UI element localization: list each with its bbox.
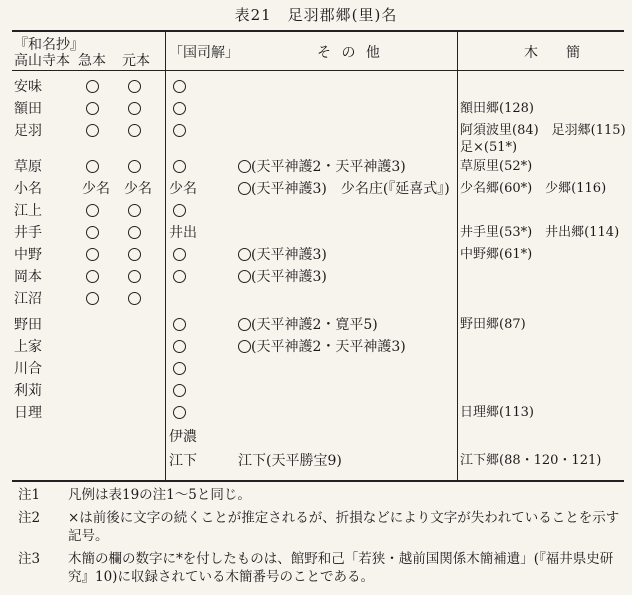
gen-honmoto-cell bbox=[124, 200, 141, 222]
kokushi-ge-cell bbox=[169, 358, 186, 380]
mokkan-cell-text: 阿須波里(84) 足羽郷(115) bbox=[460, 123, 626, 138]
kyu-honmoto-cell bbox=[82, 200, 99, 222]
circle-mark-icon bbox=[173, 384, 186, 397]
circle-mark-icon bbox=[86, 204, 99, 217]
mokkan-cell-text: 野田郷(87) bbox=[460, 317, 526, 332]
circle-mark-icon bbox=[238, 160, 251, 173]
circle-mark-icon bbox=[173, 248, 186, 261]
circle-mark-icon bbox=[86, 160, 99, 173]
table-row bbox=[12, 222, 624, 244]
kokushi-ge-cell bbox=[169, 266, 186, 288]
row-name bbox=[14, 98, 42, 120]
row-name-text: 江沼 bbox=[14, 291, 42, 307]
note-label: 注3 bbox=[18, 551, 41, 567]
table-row bbox=[12, 178, 624, 200]
circle-mark-icon bbox=[173, 362, 186, 375]
kokushi-ge-cell bbox=[169, 402, 186, 424]
note-text: 凡例は表19の注1〜5と同じ。 bbox=[68, 487, 251, 503]
row-name-text: 利苅 bbox=[14, 383, 42, 399]
row-name bbox=[14, 336, 42, 358]
gen-honmoto-cell bbox=[124, 120, 141, 142]
mokkan-cell bbox=[460, 98, 534, 120]
table-row bbox=[12, 288, 624, 310]
mokkan-cell-text: 江下郷(88・120・121) bbox=[460, 453, 602, 468]
row-name bbox=[14, 314, 42, 336]
circle-mark-icon bbox=[173, 102, 186, 115]
gen-honmoto-cell bbox=[124, 98, 141, 120]
row-name-text: 足羽 bbox=[14, 123, 42, 139]
row-name bbox=[14, 156, 42, 178]
sonota-cell-text: (天平神護2・天平神護3) bbox=[251, 339, 406, 355]
gen-honmoto-cell bbox=[124, 156, 141, 178]
table-row bbox=[12, 426, 624, 448]
header-gen: 元本 bbox=[122, 53, 150, 69]
kyu-honmoto-cell bbox=[82, 120, 99, 142]
gen-honmoto-cell bbox=[124, 288, 141, 310]
kokushi-ge-cell bbox=[169, 156, 186, 178]
row-name-text: 川合 bbox=[14, 361, 42, 377]
table-row bbox=[12, 244, 624, 266]
note-label: 注1 bbox=[18, 487, 41, 503]
row-name-text: 中野 bbox=[14, 247, 42, 263]
table-title: 表21 足羽郡郷(里)名 bbox=[234, 6, 398, 24]
kyu-honmoto-cell-text: 少名 bbox=[82, 181, 110, 197]
mokkan-cell-text: 額田郷(128) bbox=[460, 101, 534, 116]
gen-honmoto-cell bbox=[124, 266, 141, 288]
circle-mark-icon bbox=[128, 124, 141, 137]
kyu-honmoto-cell bbox=[82, 244, 99, 266]
table-row bbox=[12, 98, 624, 120]
kokushi-ge-cell bbox=[169, 120, 186, 142]
mokkan-cell-text: 少名郷(60*) 少郷(116) bbox=[460, 181, 607, 196]
circle-mark-icon bbox=[128, 292, 141, 305]
row-name bbox=[14, 358, 42, 380]
kokushi-ge-cell bbox=[169, 200, 186, 222]
notes bbox=[18, 486, 624, 591]
header-wamyo: 『和名抄』 bbox=[14, 37, 84, 53]
circle-mark-icon bbox=[128, 248, 141, 261]
sonota-cell-text: (天平神護3) bbox=[251, 269, 327, 285]
row-name bbox=[14, 266, 42, 288]
row-name bbox=[14, 380, 42, 402]
header-kokushi: 「国司解」 bbox=[169, 45, 239, 61]
mokkan-cell-text: 井手里(53*) 井出郷(114) bbox=[460, 225, 620, 240]
row-name-text: 野田 bbox=[14, 317, 42, 333]
mokkan-cell bbox=[460, 244, 532, 266]
circle-mark-icon bbox=[86, 248, 99, 261]
circle-mark-icon bbox=[86, 270, 99, 283]
header-divider bbox=[12, 70, 624, 71]
circle-mark-icon bbox=[238, 270, 251, 283]
mokkan-cell-text: 日理郷(113) bbox=[460, 405, 534, 420]
row-name bbox=[14, 222, 42, 244]
sonota-cell bbox=[238, 336, 406, 358]
circle-mark-icon bbox=[86, 292, 99, 305]
sonota-cell-text: (天平神護3) bbox=[251, 247, 327, 263]
row-name bbox=[14, 402, 42, 424]
kokushi-ge-cell bbox=[169, 450, 197, 472]
kokushi-ge-cell bbox=[169, 178, 197, 200]
kyu-honmoto-cell bbox=[82, 266, 99, 288]
row-name bbox=[14, 76, 42, 98]
kokushi-ge-cell bbox=[169, 244, 186, 266]
row-name-text: 小名 bbox=[14, 181, 42, 197]
kyu-honmoto-cell bbox=[82, 76, 99, 98]
row-name-text: 岡本 bbox=[14, 269, 42, 285]
header-kyu: 急本 bbox=[78, 53, 106, 69]
circle-mark-icon bbox=[238, 248, 251, 261]
gen-honmoto-cell bbox=[124, 222, 141, 244]
circle-mark-icon bbox=[173, 204, 186, 217]
table-row bbox=[12, 314, 624, 336]
mokkan-cell bbox=[460, 120, 626, 142]
row-name-text: 井手 bbox=[14, 225, 42, 241]
note bbox=[18, 550, 624, 586]
circle-mark-icon bbox=[86, 226, 99, 239]
kyu-honmoto-cell bbox=[82, 222, 99, 244]
kyu-honmoto-cell bbox=[82, 288, 99, 310]
row-name bbox=[14, 178, 42, 200]
row-name-text: 安味 bbox=[14, 79, 42, 95]
circle-mark-icon bbox=[173, 80, 186, 93]
circle-mark-icon bbox=[86, 124, 99, 137]
row-name bbox=[14, 200, 42, 222]
circle-mark-icon bbox=[128, 204, 141, 217]
table-row bbox=[12, 266, 624, 288]
circle-mark-icon bbox=[173, 340, 186, 353]
mokkan-cell bbox=[460, 156, 532, 178]
circle-mark-icon bbox=[86, 80, 99, 93]
gen-honmoto-cell bbox=[124, 178, 152, 200]
circle-mark-icon bbox=[173, 406, 186, 419]
kokushi-ge-cell bbox=[169, 314, 186, 336]
mokkan-cell bbox=[460, 450, 601, 472]
note-text: ×は前後に文字の続くことが推定されるが、折損などにより文字が失われていることを示す記号。 bbox=[68, 510, 620, 544]
sonota-cell-text: (天平神護2・寛平5) bbox=[251, 317, 378, 333]
kyu-honmoto-cell bbox=[82, 98, 99, 120]
circle-mark-icon bbox=[238, 340, 251, 353]
kokushi-ge-cell bbox=[169, 380, 186, 402]
mokkan-cell bbox=[460, 402, 534, 424]
sonota-cell bbox=[238, 156, 406, 178]
sonota-cell bbox=[238, 266, 327, 288]
kokushi-ge-cell bbox=[169, 222, 197, 244]
circle-mark-icon bbox=[86, 102, 99, 115]
table-row bbox=[12, 156, 624, 178]
mokkan-extra: 足×(51*) bbox=[460, 140, 518, 155]
sonota-cell bbox=[238, 178, 450, 200]
row-name bbox=[14, 244, 42, 266]
sonota-cell bbox=[238, 244, 327, 266]
table-row bbox=[12, 450, 624, 472]
circle-mark-icon bbox=[128, 160, 141, 173]
sonota-cell bbox=[238, 314, 378, 336]
kyu-honmoto-cell bbox=[82, 156, 99, 178]
circle-mark-icon bbox=[173, 270, 186, 283]
row-name-text: 額田 bbox=[14, 101, 42, 117]
circle-mark-icon bbox=[173, 124, 186, 137]
gen-honmoto-cell bbox=[124, 76, 141, 98]
sonota-cell-text: (天平神護3) 少名庄(『延喜式』) bbox=[251, 181, 450, 197]
gen-honmoto-cell-text: 少名 bbox=[124, 181, 152, 197]
note bbox=[18, 486, 624, 504]
table-row bbox=[12, 336, 624, 358]
header-takayamaji: 高山寺本 bbox=[14, 53, 70, 69]
note-text: 木簡の欄の数字に*を付したものは、館野和己「若狭・越前国関係木簡補遺」(『福井県史研究』10)に収録されている木簡番号のことである。 bbox=[68, 551, 614, 585]
row-name-text: 草原 bbox=[14, 159, 42, 175]
sonota-cell-text: (天平神護2・天平神護3) bbox=[251, 159, 406, 175]
kokushi-ge-cell-text: 少名 bbox=[169, 181, 197, 197]
sonota-cell bbox=[238, 450, 342, 472]
table-row bbox=[12, 358, 624, 380]
circle-mark-icon bbox=[173, 318, 186, 331]
row-name-text: 上家 bbox=[14, 339, 42, 355]
header-mokkan: 木 簡 bbox=[524, 45, 580, 61]
table-row bbox=[12, 380, 624, 402]
row-name-text: 日理 bbox=[14, 405, 42, 421]
kokushi-ge-cell-text: 江下 bbox=[169, 453, 197, 469]
table-row bbox=[12, 120, 624, 142]
kokushi-ge-cell bbox=[169, 76, 186, 98]
row-name bbox=[14, 120, 42, 142]
table-row bbox=[12, 76, 624, 98]
gen-honmoto-cell bbox=[124, 244, 141, 266]
circle-mark-icon bbox=[128, 80, 141, 93]
table-row bbox=[12, 402, 624, 424]
note bbox=[18, 509, 624, 545]
kyu-honmoto-cell bbox=[82, 178, 110, 200]
mokkan-cell bbox=[460, 222, 619, 244]
kokushi-ge-cell bbox=[169, 98, 186, 120]
row-name-text: 江上 bbox=[14, 203, 42, 219]
circle-mark-icon bbox=[128, 102, 141, 115]
mokkan-cell bbox=[460, 314, 526, 336]
mokkan-cell bbox=[460, 178, 606, 200]
sonota-cell-text: 江下(天平勝宝9) bbox=[238, 453, 342, 469]
kokushi-ge-cell bbox=[169, 336, 186, 358]
mokkan-cell-text: 中野郷(61*) bbox=[460, 247, 533, 262]
kokushi-ge-cell bbox=[169, 426, 197, 448]
note-label: 注2 bbox=[18, 510, 41, 526]
circle-mark-icon bbox=[128, 270, 141, 283]
table-row bbox=[12, 200, 624, 222]
mokkan-cell-text: 草原里(52*) bbox=[460, 159, 533, 174]
circle-mark-icon bbox=[173, 160, 186, 173]
circle-mark-icon bbox=[238, 318, 251, 331]
row-name bbox=[14, 288, 42, 310]
kokushi-ge-cell-text: 伊濃 bbox=[169, 429, 197, 445]
kokushi-ge-cell-text: 井出 bbox=[169, 225, 197, 241]
circle-mark-icon bbox=[128, 226, 141, 239]
circle-mark-icon bbox=[238, 182, 251, 195]
gou-name-table bbox=[12, 30, 624, 482]
header-sonota: そ の 他 bbox=[317, 45, 383, 61]
